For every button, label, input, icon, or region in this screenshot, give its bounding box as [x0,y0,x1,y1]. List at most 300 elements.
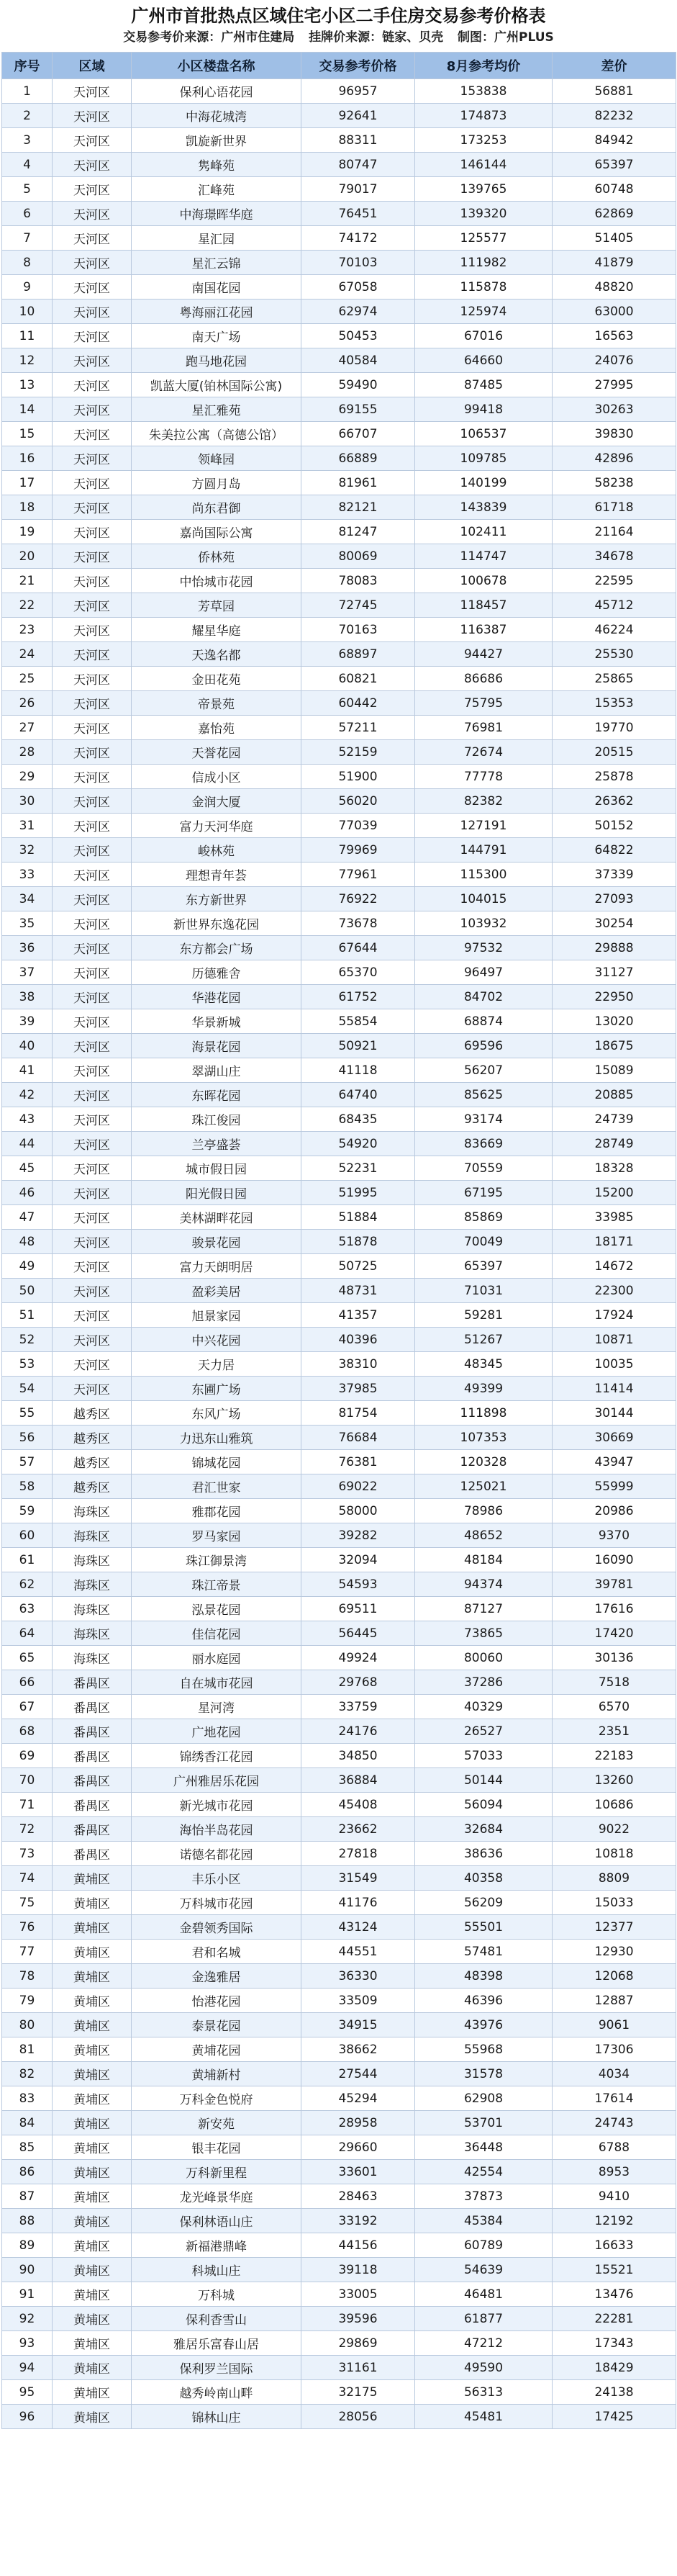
cell-august-average: 37873 [415,2184,553,2209]
cell-community: 雅居乐富春山居 [132,2331,301,2356]
cell-reference-price: 39282 [301,1523,415,1548]
cell-reference-price: 58000 [301,1499,415,1523]
cell-difference: 16633 [553,2233,676,2258]
cell-august-average: 140199 [415,471,553,495]
cell-difference: 62869 [553,202,676,226]
cell-index: 57 [2,1450,53,1474]
cell-district: 黄埔区 [53,2307,132,2331]
cell-august-average: 49590 [415,2356,553,2380]
cell-reference-price: 61752 [301,985,415,1009]
cell-index: 79 [2,1989,53,2013]
cell-august-average: 125021 [415,1474,553,1499]
cell-reference-price: 77961 [301,863,415,887]
cell-august-average: 80060 [415,1646,553,1670]
cell-district: 番禺区 [53,1817,132,1842]
table-row [2,520,676,544]
table-row [2,104,676,128]
source-trade-price: 交易参考价来源：广州市住建局 [123,30,295,45]
table-row [2,1866,676,1891]
cell-district: 天河区 [53,1132,132,1156]
cell-august-average: 59281 [415,1303,553,1328]
cell-difference: 6788 [553,2135,676,2160]
cell-difference: 43947 [553,1450,676,1474]
page-title: 广州市首批热点区域住宅小区二手住房交易参考价格表 [131,6,546,26]
cell-difference: 82232 [553,104,676,128]
cell-difference: 6570 [553,1695,676,1719]
cell-august-average: 45481 [415,2405,553,2429]
cell-august-average: 26527 [415,1719,553,1744]
cell-community: 保利香雪山 [132,2307,301,2331]
cell-district: 天河区 [53,1107,132,1132]
cell-difference: 20515 [553,740,676,765]
cell-district: 天河区 [53,495,132,520]
cell-reference-price: 37985 [301,1377,415,1401]
cell-index: 13 [2,373,53,397]
cell-community: 金田花苑 [132,667,301,691]
cell-reference-price: 32094 [301,1548,415,1572]
cell-difference: 31127 [553,960,676,985]
cell-reference-price: 56020 [301,789,415,814]
cell-district: 天河区 [53,814,132,838]
cell-index: 3 [2,128,53,153]
table-row [2,716,676,740]
cell-difference: 12377 [553,1915,676,1940]
cell-index: 72 [2,1817,53,1842]
cell-reference-price: 34915 [301,2013,415,2037]
cell-august-average: 57033 [415,1744,553,1768]
cell-reference-price: 44551 [301,1940,415,1964]
table-row [2,1646,676,1670]
cell-community: 隽峰苑 [132,153,301,177]
cell-difference: 12192 [553,2209,676,2233]
table-row [2,1279,676,1303]
cell-district: 黄埔区 [53,1964,132,1989]
cell-august-average: 46481 [415,2282,553,2307]
cell-reference-price: 76381 [301,1450,415,1474]
cell-index: 47 [2,1205,53,1230]
cell-community: 珠江御景湾 [132,1548,301,1572]
cell-august-average: 56313 [415,2380,553,2405]
cell-district: 天河区 [53,1328,132,1352]
column-header-community: 小区楼盘名称 [132,53,301,79]
cell-community: 骏景花园 [132,1230,301,1254]
cell-difference: 26362 [553,789,676,814]
cell-index: 63 [2,1597,53,1621]
cell-district: 黄埔区 [53,2111,132,2135]
cell-reference-price: 41176 [301,1891,415,1915]
cell-difference: 56881 [553,79,676,104]
cell-difference: 46224 [553,618,676,642]
cell-community: 旭景家园 [132,1303,301,1328]
cell-index: 74 [2,1866,53,1891]
cell-difference: 20885 [553,1083,676,1107]
cell-august-average: 85869 [415,1205,553,1230]
cell-august-average: 48345 [415,1352,553,1377]
cell-august-average: 153838 [415,79,553,104]
cell-reference-price: 68897 [301,642,415,667]
cell-district: 天河区 [53,300,132,324]
table-row [2,1156,676,1181]
cell-index: 88 [2,2209,53,2233]
cell-reference-price: 31549 [301,1866,415,1891]
cell-district: 黄埔区 [53,1940,132,1964]
table-row [2,275,676,300]
table-row [2,348,676,373]
cell-august-average: 64660 [415,348,553,373]
cell-community: 保利心语花园 [132,79,301,104]
cell-district: 番禺区 [53,1768,132,1793]
cell-district: 天河区 [53,1181,132,1205]
cell-community: 方圆月岛 [132,471,301,495]
cell-district: 天河区 [53,569,132,593]
cell-district: 天河区 [53,716,132,740]
cell-index: 35 [2,911,53,936]
cell-community: 新安苑 [132,2111,301,2135]
cell-august-average: 32684 [415,1817,553,1842]
table-row [2,1548,676,1572]
cell-index: 50 [2,1279,53,1303]
table-row [2,324,676,348]
table-row [2,1034,676,1058]
cell-august-average: 49399 [415,1377,553,1401]
table-row [2,397,676,422]
cell-reference-price: 81247 [301,520,415,544]
cell-reference-price: 60442 [301,691,415,716]
table-row [2,202,676,226]
cell-index: 19 [2,520,53,544]
table-row [2,2184,676,2209]
cell-difference: 16090 [553,1548,676,1572]
cell-august-average: 96497 [415,960,553,985]
cell-community: 东圃广场 [132,1377,301,1401]
cell-index: 2 [2,104,53,128]
cell-index: 58 [2,1474,53,1499]
cell-difference: 25878 [553,765,676,789]
cell-difference: 8809 [553,1866,676,1891]
table-body [2,79,676,2429]
cell-reference-price: 88311 [301,128,415,153]
cell-reference-price: 55854 [301,1009,415,1034]
cell-index: 67 [2,1695,53,1719]
cell-community: 锦绣香江花园 [132,1744,301,1768]
cell-august-average: 42554 [415,2160,553,2184]
cell-community: 华景新城 [132,1009,301,1034]
table-row [2,1597,676,1621]
cell-district: 黄埔区 [53,2086,132,2111]
cell-difference: 10871 [553,1328,676,1352]
table-row [2,789,676,814]
cell-community: 南国花园 [132,275,301,300]
cell-august-average: 139765 [415,177,553,202]
cell-august-average: 77778 [415,765,553,789]
cell-difference: 2351 [553,1719,676,1744]
cell-community: 南天广场 [132,324,301,348]
cell-community: 峻林苑 [132,838,301,863]
cell-community: 黄埔花园 [132,2037,301,2062]
cell-index: 32 [2,838,53,863]
cell-difference: 63000 [553,300,676,324]
cell-reference-price: 69155 [301,397,415,422]
cell-reference-price: 54593 [301,1572,415,1597]
cell-reference-price: 34850 [301,1744,415,1768]
cell-district: 番禺区 [53,1744,132,1768]
cell-community: 诺德名都花园 [132,1842,301,1866]
cell-august-average: 69596 [415,1034,553,1058]
cell-district: 海珠区 [53,1499,132,1523]
table-row [2,1621,676,1646]
cell-index: 70 [2,1768,53,1793]
table-row [2,1940,676,1964]
cell-august-average: 65397 [415,1254,553,1279]
cell-difference: 22595 [553,569,676,593]
cell-difference: 9370 [553,1523,676,1548]
cell-community: 万科城 [132,2282,301,2307]
cell-reference-price: 76922 [301,887,415,911]
cell-district: 越秀区 [53,1450,132,1474]
cell-reference-price: 48731 [301,1279,415,1303]
table-row [2,1915,676,1940]
cell-reference-price: 38310 [301,1352,415,1377]
cell-reference-price: 33192 [301,2209,415,2233]
cell-reference-price: 51884 [301,1205,415,1230]
cell-index: 23 [2,618,53,642]
table-row [2,153,676,177]
cell-community: 力迅东山雅筑 [132,1426,301,1450]
cell-difference: 8953 [553,2160,676,2184]
cell-reference-price: 50921 [301,1034,415,1058]
cell-august-average: 106537 [415,422,553,446]
cell-district: 天河区 [53,887,132,911]
cell-community: 富力天朗明居 [132,1254,301,1279]
cell-august-average: 144791 [415,838,553,863]
cell-community: 泓景花园 [132,1597,301,1621]
cell-august-average: 70559 [415,1156,553,1181]
cell-difference: 13020 [553,1009,676,1034]
cell-community: 泰景花园 [132,2013,301,2037]
table-row [2,863,676,887]
cell-difference: 14672 [553,1254,676,1279]
column-header-difference: 差价 [553,53,676,79]
cell-difference: 15033 [553,1891,676,1915]
cell-august-average: 53701 [415,2111,553,2135]
cell-difference: 15353 [553,691,676,716]
cell-reference-price: 28958 [301,2111,415,2135]
table-row [2,1401,676,1426]
cell-august-average: 127191 [415,814,553,838]
cell-difference: 22281 [553,2307,676,2331]
cell-district: 天河区 [53,446,132,471]
cell-august-average: 31578 [415,2062,553,2086]
cell-district: 黄埔区 [53,1989,132,2013]
table-row [2,1254,676,1279]
cell-reference-price: 29869 [301,2331,415,2356]
cell-august-average: 94374 [415,1572,553,1597]
table-row [2,1328,676,1352]
cell-community: 中兴花园 [132,1328,301,1352]
cell-august-average: 37286 [415,1670,553,1695]
cell-community: 银丰花园 [132,2135,301,2160]
cell-reference-price: 39596 [301,2307,415,2331]
cell-reference-price: 68435 [301,1107,415,1132]
cell-district: 天河区 [53,1352,132,1377]
cell-august-average: 84702 [415,985,553,1009]
cell-index: 80 [2,2013,53,2037]
cell-reference-price: 64740 [301,1083,415,1107]
table-row [2,1450,676,1474]
cell-index: 37 [2,960,53,985]
cell-august-average: 116387 [415,618,553,642]
cell-index: 18 [2,495,53,520]
cell-difference: 28749 [553,1132,676,1156]
cell-district: 黄埔区 [53,1866,132,1891]
cell-community: 越秀岭南山畔 [132,2380,301,2405]
cell-reference-price: 51995 [301,1181,415,1205]
cell-district: 天河区 [53,911,132,936]
cell-difference: 61718 [553,495,676,520]
table-row [2,2282,676,2307]
cell-difference: 24138 [553,2380,676,2405]
cell-reference-price: 29660 [301,2135,415,2160]
cell-august-average: 54639 [415,2258,553,2282]
cell-district: 天河区 [53,520,132,544]
cell-reference-price: 28463 [301,2184,415,2209]
cell-august-average: 75795 [415,691,553,716]
cell-district: 天河区 [53,985,132,1009]
table-row [2,373,676,397]
cell-district: 番禺区 [53,1670,132,1695]
cell-community: 万科金色悦府 [132,2086,301,2111]
cell-community: 美林湖畔花园 [132,1205,301,1230]
cell-august-average: 46396 [415,1989,553,2013]
cell-difference: 42896 [553,446,676,471]
cell-index: 83 [2,2086,53,2111]
cell-community: 东风广场 [132,1401,301,1426]
cell-reference-price: 76684 [301,1426,415,1450]
cell-district: 天河区 [53,1058,132,1083]
table-row [2,838,676,863]
table-row [2,1499,676,1523]
cell-august-average: 47212 [415,2331,553,2356]
cell-difference: 17425 [553,2405,676,2429]
cell-community: 保利罗兰国际 [132,2356,301,2380]
cell-district: 海珠区 [53,1572,132,1597]
cell-district: 天河区 [53,740,132,765]
cell-difference: 45712 [553,593,676,618]
cell-district: 天河区 [53,1254,132,1279]
cell-august-average: 73865 [415,1621,553,1646]
cell-index: 53 [2,1352,53,1377]
cell-reference-price: 40396 [301,1328,415,1352]
cell-reference-price: 74172 [301,226,415,251]
cell-difference: 30254 [553,911,676,936]
cell-reference-price: 67058 [301,275,415,300]
cell-difference: 18328 [553,1156,676,1181]
cell-difference: 17420 [553,1621,676,1646]
cell-district: 黄埔区 [53,1915,132,1940]
table-row [2,1230,676,1254]
table-row [2,911,676,936]
cell-august-average: 87485 [415,373,553,397]
cell-community: 历德雅舍 [132,960,301,985]
cell-difference: 84942 [553,128,676,153]
cell-community: 跑马地花园 [132,348,301,373]
cell-district: 越秀区 [53,1426,132,1450]
cell-index: 36 [2,936,53,960]
cell-district: 黄埔区 [53,2209,132,2233]
cell-index: 17 [2,471,53,495]
source-line [1,29,676,46]
table-row [2,740,676,765]
cell-community: 信成小区 [132,765,301,789]
cell-difference: 21164 [553,520,676,544]
cell-index: 77 [2,1940,53,1964]
cell-index: 82 [2,2062,53,2086]
cell-reference-price: 27544 [301,2062,415,2086]
cell-index: 42 [2,1083,53,1107]
cell-august-average: 76981 [415,716,553,740]
cell-august-average: 38636 [415,1842,553,1866]
table-row [2,544,676,569]
cell-index: 65 [2,1646,53,1670]
table-row [2,1083,676,1107]
cell-august-average: 48398 [415,1964,553,1989]
cell-reference-price: 43124 [301,1915,415,1940]
cell-index: 21 [2,569,53,593]
cell-index: 61 [2,1548,53,1572]
cell-reference-price: 81754 [301,1401,415,1426]
cell-index: 69 [2,1744,53,1768]
cell-district: 海珠区 [53,1646,132,1670]
cell-district: 天河区 [53,1009,132,1034]
cell-district: 天河区 [53,202,132,226]
cell-difference: 34678 [553,544,676,569]
cell-august-average: 111982 [415,251,553,275]
cell-district: 天河区 [53,1279,132,1303]
cell-district: 天河区 [53,324,132,348]
cell-reference-price: 60821 [301,667,415,691]
cell-august-average: 103932 [415,911,553,936]
cell-reference-price: 69511 [301,1597,415,1621]
cell-reference-price: 41357 [301,1303,415,1328]
cell-august-average: 40329 [415,1695,553,1719]
cell-community: 海景花园 [132,1034,301,1058]
cell-difference: 65397 [553,153,676,177]
table-row [2,1989,676,2013]
cell-difference: 9061 [553,2013,676,2037]
cell-index: 14 [2,397,53,422]
cell-difference: 10818 [553,1842,676,1866]
cell-community: 黄埔新村 [132,2062,301,2086]
cell-community: 星汇园 [132,226,301,251]
cell-index: 84 [2,2111,53,2135]
cell-district: 海珠区 [53,1621,132,1646]
cell-difference: 17924 [553,1303,676,1328]
cell-reference-price: 59490 [301,373,415,397]
cell-august-average: 72674 [415,740,553,765]
cell-difference: 22950 [553,985,676,1009]
cell-district: 天河区 [53,177,132,202]
table-row [2,618,676,642]
column-header-august-average: 8月参考均价 [415,53,553,79]
cell-august-average: 48652 [415,1523,553,1548]
cell-community: 万科城市花园 [132,1891,301,1915]
cell-august-average: 40358 [415,1866,553,1891]
table-row [2,1132,676,1156]
cell-august-average: 61877 [415,2307,553,2331]
source-chart-credit: 制图：广州PLUS [458,30,554,45]
cell-district: 天河区 [53,373,132,397]
cell-august-average: 70049 [415,1230,553,1254]
